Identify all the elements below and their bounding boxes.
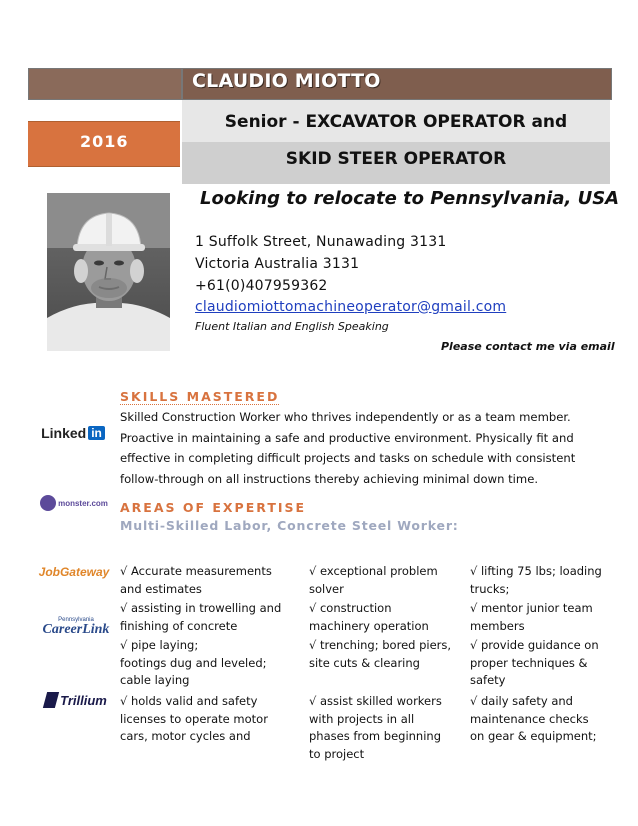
candidate-name: CLAUDIO MIOTTO [192,70,381,92]
expertise-cell: √ lifting 75 lbs; loading trucks; [470,564,602,596]
expertise-cell: √ trenching; bored piers, site cuts & clearing [309,638,452,670]
trillium-icon [43,692,59,708]
address-line-1: 1 Suffolk Street, Nunawading 3131 [195,234,447,250]
expertise-cell: √ holds valid and safety licenses to operate motor cars, motor cycles and [120,694,268,743]
careerlink-logo-text: CareerLink [42,622,110,637]
year-label: 2016 [80,132,129,151]
phone-number: +61(0)407959362 [195,278,328,294]
skills-section-title: SKILLS MASTERED [120,389,280,404]
linkedin-logo-text: Linked [41,425,87,441]
areas-section-title: AREAS OF EXPERTISE [120,500,307,515]
linkedin-logo [40,420,106,446]
expertise-cell: √ mentor junior team members [470,601,593,633]
monster-logo [38,490,110,516]
careerlink-state-text: Pennsylvania [58,617,94,623]
address-line-2: Victoria Australia 3131 [195,256,360,272]
expertise-cell: √ exceptional problem solver [309,564,438,596]
profile-photo [47,193,170,351]
trillium-logo-text: Trillium [60,692,107,708]
languages-note: Fluent Italian and English Speaking [195,320,389,333]
expertise-cell: √ provide guidance on proper techniques & safety [470,638,599,687]
monster-icon [40,495,56,511]
linkedin-in-badge: in [88,426,105,440]
areas-subtitle: Multi-Skilled Labor, Concrete Steel Worker: [120,518,459,533]
header-left-bar [28,68,182,100]
relocate-statement: Looking to relocate to Pennsylvania, USA [200,188,620,209]
contact-note: Please contact me via email [441,340,615,353]
monster-logo-text: monster.com [58,498,108,508]
expertise-cell: √ Accurate measurements and estimates [120,564,272,596]
expertise-cell: √ daily safety and maintenance checks on gear & equipment; [470,694,597,743]
careerlink-logo [38,617,114,647]
expertise-cell: √ construction machinery operation [309,601,429,633]
expertise-cell: √ pipe laying; footings dug and leveled; cable laying [120,638,267,687]
expertise-cell: √ assist skilled workers with projects in all phases from beginning to project [309,694,442,761]
expertise-cell: √ assisting in trowelling and finishing of concrete [120,601,282,633]
skills-paragraph: Skilled Construction Worker who thrives independently or as a team member. Proactive in maintaining a safe and productive environment. Physically fit and effective in completing difficult projects and tasks on schedule with consistent follow-through on all instructions thereby achieving minimal down time. [120,410,576,486]
job-title-line-1: Senior - EXCAVATOR OPERATOR and [224,112,568,132]
job-title-line-2: SKID STEER OPERATOR [285,149,507,169]
email-link[interactable]: claudiomiottomachineoperator@gmail.com [195,299,507,315]
trillium-logo [38,686,114,714]
jobgateway-logo [36,560,112,584]
jobgateway-logo-text: JobGateway [38,565,110,579]
